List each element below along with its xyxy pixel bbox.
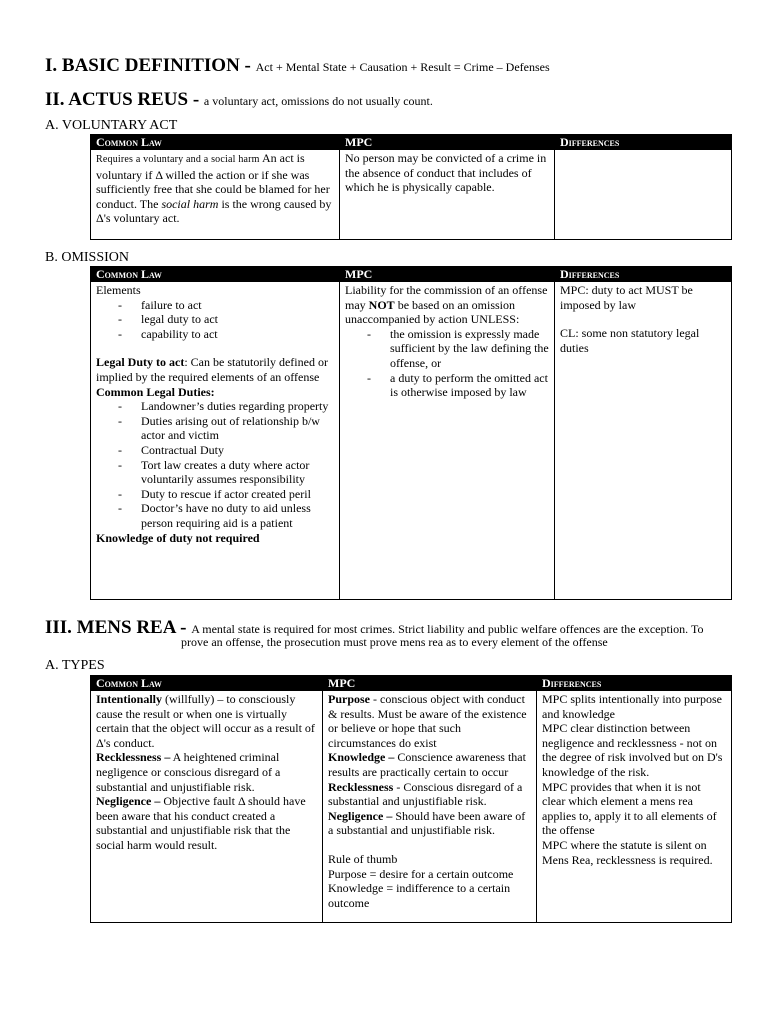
voluntary-act-mpc-cell: No person may be convicted of a crime in the absence of conduct that includes of which he is physically capable.: [340, 150, 555, 240]
types-common-law-cell: [91, 691, 323, 923]
actus-reus-description: a voluntary act, omissions do not usually count.: [203, 94, 433, 108]
list-item: - legal duty to act: [141, 312, 334, 327]
omission-difference-cl: CL: some non statutory legal duties: [560, 326, 700, 355]
types-mpc-cell: [323, 691, 537, 923]
column-header-mpc: MPC: [323, 676, 537, 691]
list-item: - Landowner’s duties regarding property: [141, 399, 334, 414]
mens-rea-description-continued: prove an offense, the prosecution must prove mens rea as to every element of the offense: [181, 635, 608, 649]
column-header-common-law: Common Law: [91, 267, 340, 282]
negligence-definition: Negligence – Objective fault Δ should have been aware that his conduct created a substantial and unjustifiable risk that the social harm would result.: [96, 794, 306, 852]
heading-basic-definition: [45, 55, 550, 78]
mpc-recklessness-definition: Recklessness - Conscious disregard of a substantial and unjustifiable risk.: [328, 779, 523, 809]
list-item: - Contractual Duty: [141, 443, 334, 458]
list-item: - Duty to rescue if actor created peril: [141, 487, 334, 502]
column-header-differences: Differences: [537, 676, 732, 691]
knowledge-definition: Knowledge – Conscience awareness that results are practically certain to occur: [328, 750, 526, 779]
omission-table: [90, 266, 732, 600]
voluntary-act-definition: An act is voluntary if Δ willed the action or if she was sufficiently free that she could be blamed for her conduct. The: [96, 151, 330, 211]
list-item: - the omission is expressly made sufficient by the law defining the offense, or: [390, 327, 549, 371]
heading-mens-rea-title: III. MENS REA -: [45, 617, 187, 638]
rule-of-thumb-label: Rule of thumb: [328, 851, 398, 866]
subheading-types: A. TYPES: [45, 658, 105, 673]
voluntary-act-common-law-cell: [91, 150, 340, 240]
difference-item: MPC splits intentionally into purpose and knowledge: [542, 692, 723, 721]
voluntary-act-differences-cell: [555, 150, 732, 240]
list-item: - a duty to perform the omitted act is otherwise imposed by law: [390, 371, 549, 400]
recklessness-definition: Recklessness – A heightened criminal negligence or conscious disregard of a substantial and unjustifiable risk.: [96, 750, 281, 794]
common-legal-duties-list: [96, 399, 334, 530]
omission-differences-cell: [555, 282, 732, 600]
social-harm-term: social harm: [161, 196, 219, 211]
list-item: - Doctor’s have no duty to aid unless person requiring aid is a patient: [141, 501, 334, 530]
column-header-differences: Differences: [555, 267, 732, 282]
elements-list: [96, 298, 334, 342]
voluntary-act-table: [90, 134, 732, 240]
difference-item: MPC clear distinction between negligence and recklessness - not on the degree of risk involved but on D's knowledge of the risk.: [542, 721, 723, 779]
list-item: - Tort law creates a duty where actor voluntarily assumes responsibility: [141, 458, 334, 487]
column-header-differences: Differences: [555, 135, 732, 150]
purpose-definition: Purpose - conscious object with conduct & results. Must be aware of the existence or believe or hope that such circumstances do exist: [328, 692, 527, 750]
common-legal-duties-label: Common Legal Duties:: [96, 384, 215, 399]
omission-difference-mpc: MPC: duty to act MUST be imposed by law: [560, 283, 693, 312]
difference-item: MPC where the statute is silent on Mens Rea, recklessness is required.: [542, 837, 713, 867]
heading-actus-reus: [45, 89, 433, 112]
heading-basic-definition-title: I. BASIC DEFINITION -: [45, 55, 251, 76]
column-header-common-law: Common Law: [91, 676, 323, 691]
omission-mpc-not: NOT: [368, 297, 395, 312]
list-item: - capability to act: [141, 327, 334, 342]
voluntary-act-requirement: Requires a voluntary and a social harm: [96, 154, 260, 165]
rule-knowledge: Knowledge = indifference to a certain outcome: [328, 881, 511, 910]
subheading-omission: B. OMISSION: [45, 250, 130, 265]
list-item: - failure to act: [141, 298, 334, 313]
legal-duty-text: : Can be statutorily defined or implied by the required elements of an offense: [96, 355, 328, 384]
mens-rea-types-table: [90, 675, 732, 923]
mpc-negligence-definition: Negligence – Should have been aware of a substantial and unjustifiable risk.: [328, 808, 526, 838]
column-header-mpc: MPC: [340, 135, 555, 150]
rule-purpose: Purpose = desire for a certain outcome: [328, 866, 514, 881]
omission-mpc-list: [345, 327, 549, 400]
omission-mpc-text-a: Liability for the commission of an offense may: [345, 283, 548, 312]
elements-label: Elements: [96, 283, 141, 297]
column-header-mpc: MPC: [340, 267, 555, 282]
difference-item: MPC provides that when it is not clear which element a mens rea applies to, apply it to all elements of the offense: [542, 779, 717, 838]
knowledge-of-duty-note: Knowledge of duty not required: [96, 530, 260, 545]
omission-common-law-cell: [91, 282, 340, 600]
list-item: - Duties arising out of relationship b/w actor and victim: [141, 414, 334, 443]
social-harm-definition: is the wrong caused by Δ's voluntary act.: [96, 196, 332, 226]
intentionally-definition: Intentionally (willfully) – to consciously cause the result or when one is virtually certain that the object will occur as a result of Δ's conduct.: [96, 692, 315, 750]
types-differences-cell: [537, 691, 732, 923]
legal-duty-paragraph: [96, 355, 334, 384]
column-header-common-law: Common Law: [91, 135, 340, 150]
basic-definition-formula: Act + Mental State + Causation + Result = Crime – Defenses: [255, 60, 550, 74]
omission-mpc-text-b: be based on an omission unaccompanied by action UNLESS:: [345, 297, 520, 327]
legal-duty-label: Legal Duty to act: [96, 355, 185, 370]
omission-mpc-cell: [340, 282, 555, 600]
mens-rea-description: A mental state is required for most crimes. Strict liability and public welfare offences are the exception. To: [191, 622, 704, 636]
heading-actus-reus-title: II. ACTUS REUS -: [45, 89, 200, 110]
subheading-voluntary-act: A. VOLUNTARY ACT: [45, 118, 178, 133]
